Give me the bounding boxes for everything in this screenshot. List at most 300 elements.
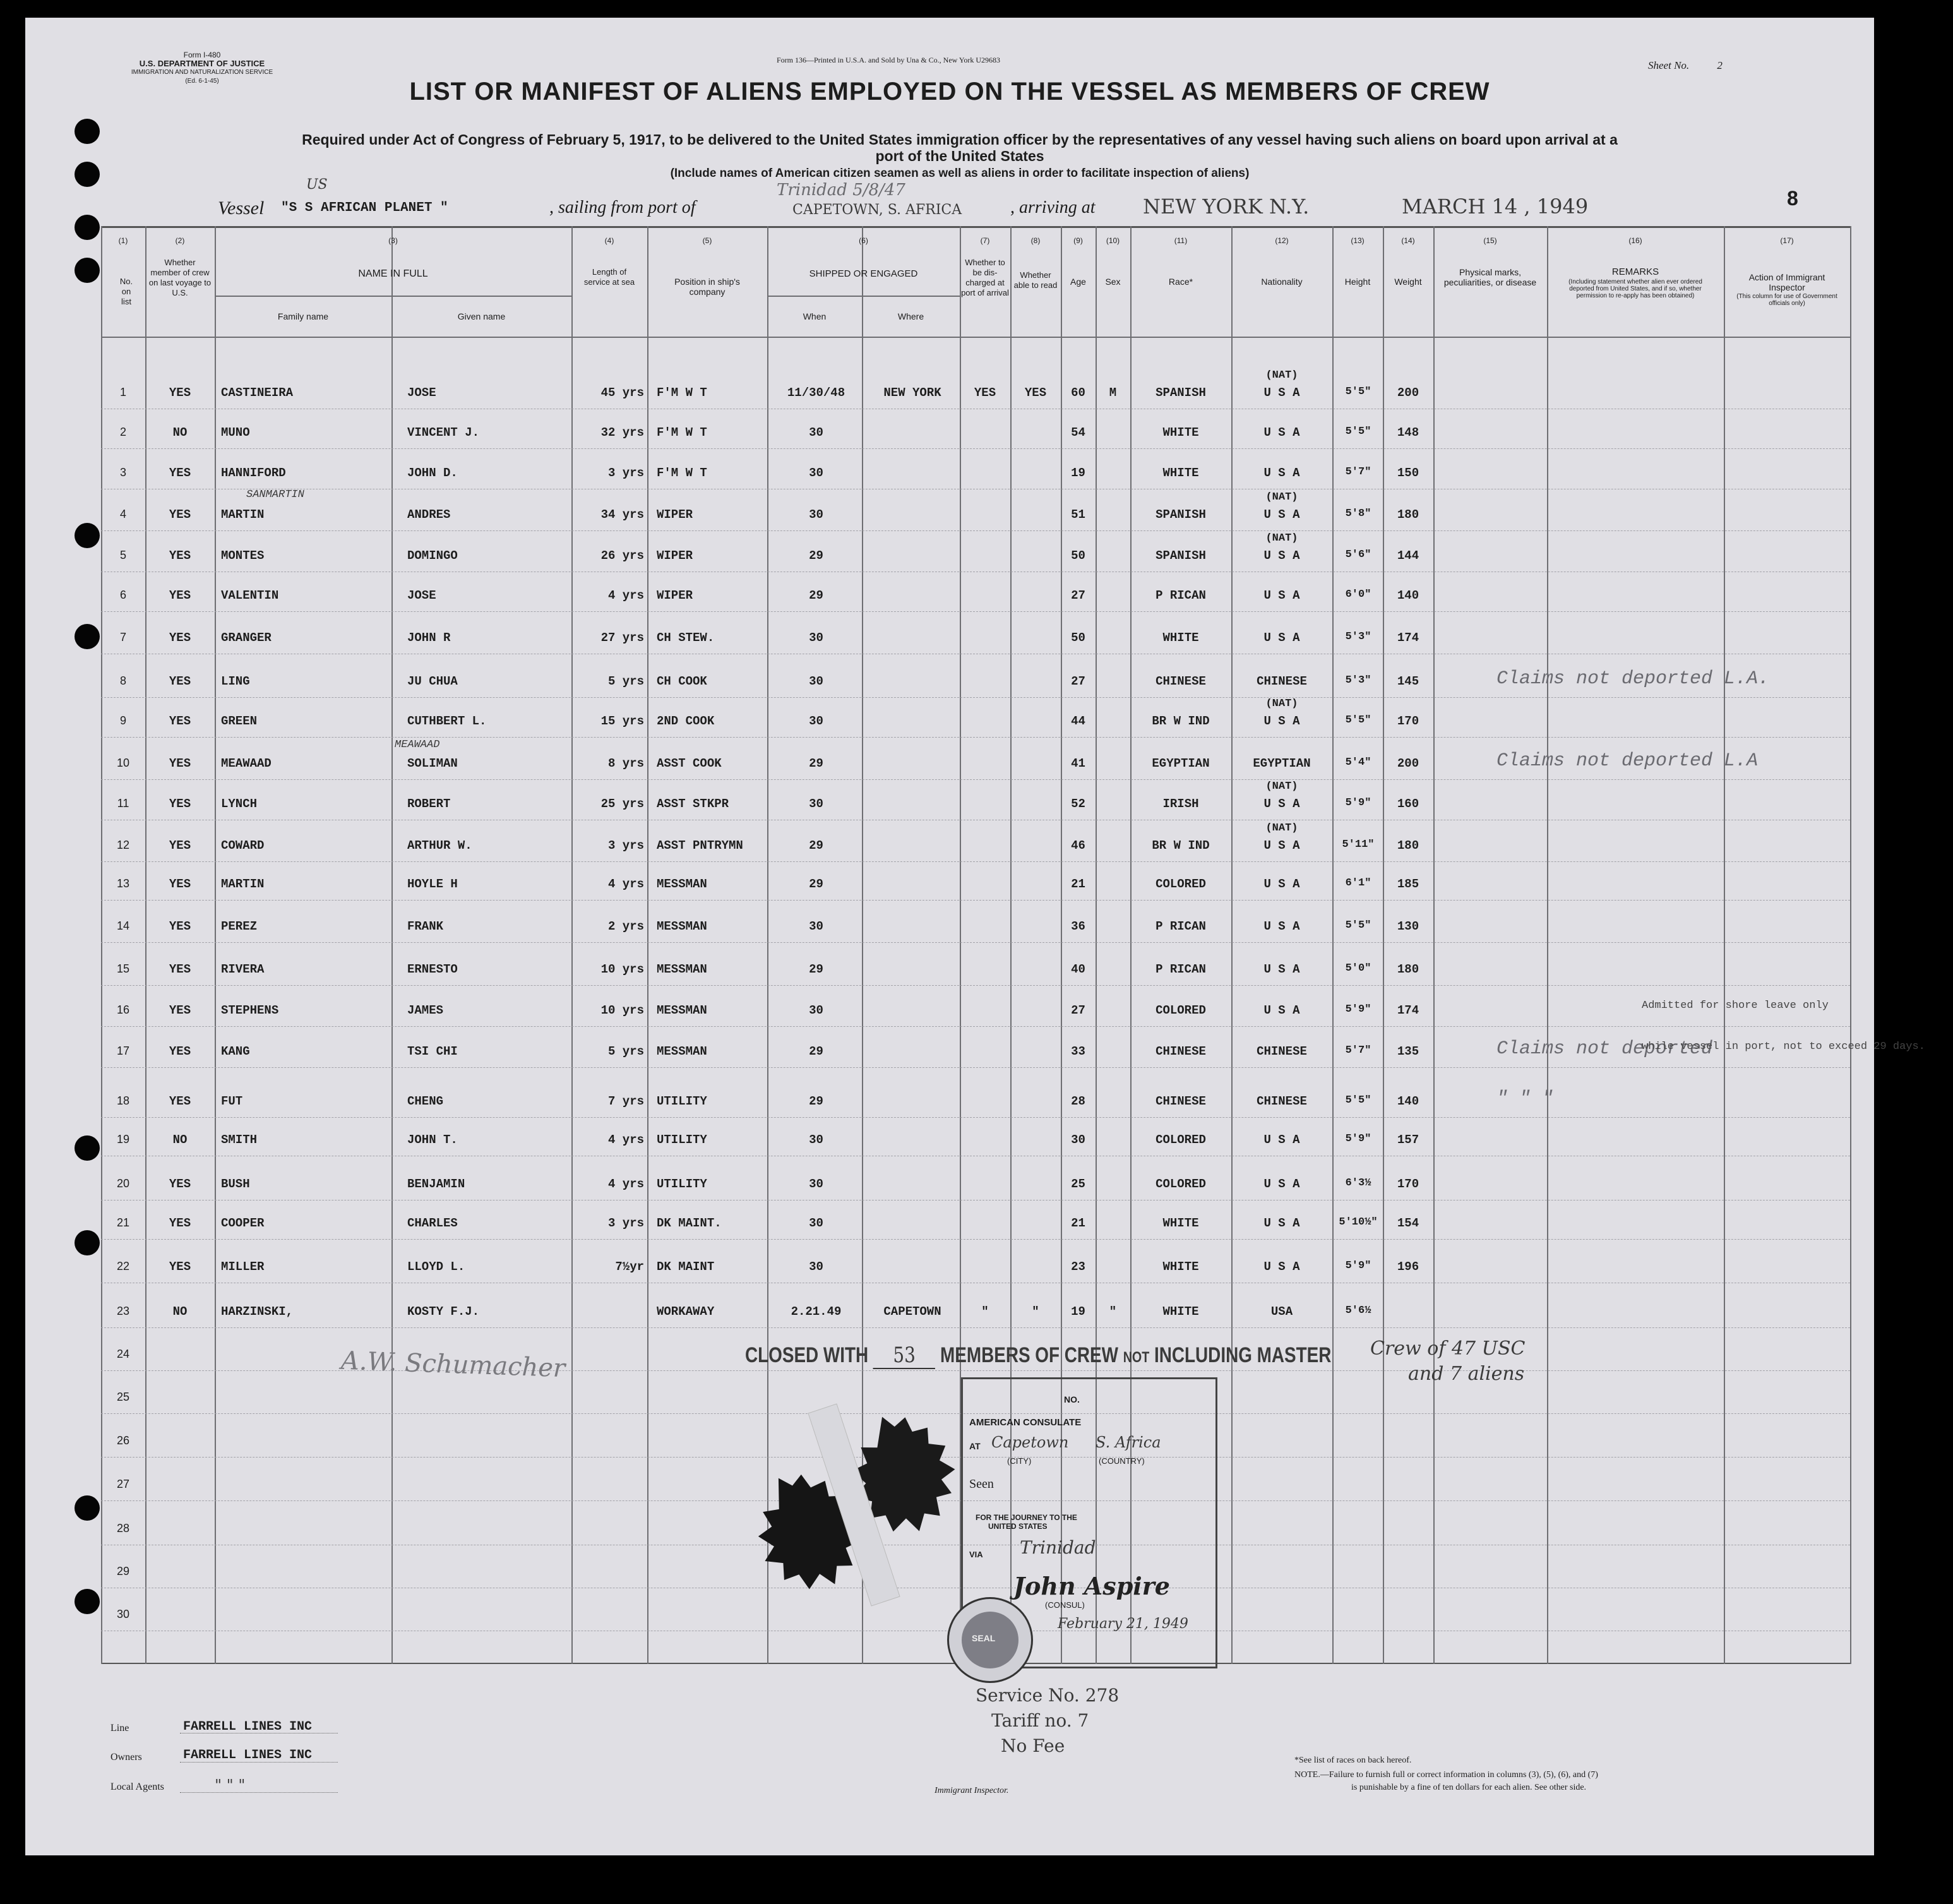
length-of-service: 45 yrs: [600, 386, 644, 400]
row-number: 4: [119, 508, 126, 520]
sex: ": [1109, 1305, 1117, 1319]
position: ASST PNTRYMN: [657, 839, 743, 853]
header-position: Position in ship's company: [674, 277, 740, 297]
race: CHINESE: [1156, 1045, 1206, 1058]
given-name: JOHN R: [407, 631, 451, 645]
length-of-service: 5 yrs: [607, 1045, 644, 1058]
remark: " " ": [1496, 1088, 1554, 1110]
shipped-when: 30: [809, 1003, 823, 1017]
age: 27: [1071, 674, 1085, 688]
family-name: LING: [221, 674, 250, 688]
length-of-service: 5 yrs: [607, 674, 644, 688]
header-discharged: Whether to be dis-charged at port of arrival: [961, 258, 1009, 297]
height: 5'5": [1345, 1094, 1371, 1106]
weight: 180: [1397, 508, 1419, 522]
header-remarks-note: (Including statement whether alien ever ordered deported from United States, and if so, whether permission to re-apply has been obtained): [1568, 278, 1702, 299]
row-number: 23: [116, 1305, 130, 1317]
row-divider: [101, 1327, 1850, 1328]
nationality: U S A: [1263, 1216, 1300, 1230]
race: EGYPTIAN: [1152, 757, 1210, 770]
service-no: Service No. 278: [976, 1685, 1120, 1706]
age: 51: [1071, 508, 1085, 522]
weight: 185: [1397, 877, 1419, 891]
length-of-service: 7½yr: [615, 1260, 644, 1274]
position: F'M W T: [657, 426, 707, 440]
stamp-city: Capetown: [991, 1434, 1069, 1451]
prev-voyage: YES: [169, 714, 191, 728]
row-divider: [101, 448, 1850, 449]
weight: 180: [1397, 962, 1419, 976]
family-name: MILLER: [221, 1260, 265, 1274]
family-name: LYNCH: [221, 797, 258, 811]
able-to-read: ": [1032, 1305, 1039, 1319]
footer-line-label: Line: [110, 1723, 129, 1733]
position: F'M W T: [657, 386, 707, 400]
given-name: CHARLES: [407, 1216, 458, 1230]
length-of-service: 10 yrs: [600, 962, 644, 976]
prev-voyage: YES: [169, 757, 191, 770]
row-number: 9: [119, 714, 126, 727]
row-number: 19: [116, 1133, 130, 1146]
header-where: Where: [897, 311, 924, 321]
family-name: PEREZ: [221, 919, 258, 933]
col-num: (9): [1073, 236, 1083, 245]
nationality: USA: [1270, 1305, 1293, 1319]
height: 5'5": [1345, 426, 1371, 438]
header-name-in-full: NAME IN FULL: [358, 268, 428, 279]
shipped-when: 29: [809, 962, 823, 976]
family-name: MEAWAAD: [221, 757, 272, 770]
sailing-port: CAPETOWN, S. AFRICA: [792, 202, 962, 218]
nationality: CHINESE: [1257, 1094, 1307, 1108]
height: 6'3½: [1345, 1177, 1371, 1189]
weight: 170: [1397, 714, 1419, 728]
prev-voyage: YES: [169, 589, 191, 602]
race: BR W IND: [1152, 839, 1210, 853]
stamp-via-label: VIA: [969, 1550, 983, 1559]
age: 44: [1071, 714, 1085, 728]
family-name: MARTIN: [221, 508, 265, 522]
family-name: HARZINSKI,: [221, 1305, 294, 1319]
prev-voyage: YES: [169, 1216, 191, 1230]
shipped-when: 30: [809, 674, 823, 688]
length-of-service: 15 yrs: [600, 714, 644, 728]
race: WHITE: [1162, 426, 1199, 440]
row-divider: [101, 985, 1850, 986]
row-number: 18: [116, 1094, 130, 1107]
discharged: ": [981, 1305, 989, 1319]
height: 5'5": [1345, 386, 1371, 398]
length-of-service: 4 yrs: [607, 877, 644, 891]
shipped-when: 11/30/48: [787, 386, 845, 400]
shipped-when: 29: [809, 757, 823, 770]
family-name: BUSH: [221, 1177, 250, 1191]
nationality: CHINESE: [1257, 674, 1307, 688]
row-number: 8: [119, 674, 126, 687]
row-number: 21: [116, 1216, 130, 1229]
stamp-consul-caption: (CONSUL): [1045, 1600, 1085, 1610]
punch-hole: [75, 1230, 100, 1255]
nationality-note: (NAT): [1265, 698, 1298, 710]
col-num: (15): [1483, 236, 1497, 245]
footer-agents-label: Local Agents: [110, 1781, 164, 1792]
punch-hole: [75, 119, 100, 144]
given-name: ROBERT: [407, 797, 451, 811]
length-of-service: 4 yrs: [607, 1133, 644, 1147]
length-of-service: 3 yrs: [607, 1216, 644, 1230]
col-num: (7): [980, 236, 990, 245]
shipped-when: 29: [809, 1045, 823, 1058]
position: MESSMAN: [657, 1045, 707, 1058]
header-remarks: REMARKS: [1611, 266, 1659, 277]
shipped-when: 29: [809, 1094, 823, 1108]
row-divider: [101, 530, 1850, 531]
vessel-name: "S S AFRICAN PLANET ": [281, 201, 448, 215]
shipped-when: 30: [809, 1216, 823, 1230]
header-race: Race*: [1168, 277, 1193, 287]
punch-hole: [75, 1135, 100, 1161]
given-name: JOHN D.: [407, 466, 458, 480]
discharged: YES: [974, 386, 996, 400]
given-name: CUTHBERT L.: [407, 714, 487, 728]
family-name: RIVERA: [221, 962, 265, 976]
shipped-when: 29: [809, 839, 823, 853]
shipped-where: CAPETOWN: [883, 1305, 941, 1319]
remark-stamp: while vessel in port, not to exceed 29 days.: [1642, 1041, 1925, 1053]
length-of-service: 8 yrs: [607, 757, 644, 770]
footer-note-3: is punishable by a fine of ten dollars for each alien. See other side.: [1351, 1783, 1587, 1792]
col-num: (16): [1628, 236, 1642, 245]
footer-line-value: FARRELL LINES INC: [183, 1720, 313, 1734]
punch-hole: [75, 523, 100, 548]
given-name: DOMINGO: [407, 549, 458, 563]
race: SPANISH: [1156, 549, 1206, 563]
footer-agents-value: " " ": [215, 1776, 246, 1794]
height: 6'0": [1345, 589, 1371, 601]
prev-voyage: YES: [169, 877, 191, 891]
age: 33: [1071, 1045, 1085, 1058]
length-of-service: 2 yrs: [607, 919, 644, 933]
weight: 180: [1397, 839, 1419, 853]
age: 40: [1071, 962, 1085, 976]
header-weight: Weight: [1394, 277, 1422, 287]
port-note: Trinidad 5/8/47: [777, 181, 905, 200]
given-name: ARTHUR W.: [407, 839, 472, 853]
stamp-via: Trinidad: [1020, 1537, 1096, 1558]
row-number: 28: [116, 1522, 130, 1535]
header-height: Height: [1344, 277, 1371, 287]
prev-voyage: YES: [169, 1003, 191, 1017]
shipped-when: 30: [809, 426, 823, 440]
weight: 135: [1397, 1045, 1419, 1058]
row-number: 7: [119, 631, 126, 644]
crew-note-1: Crew of 47 USC: [1370, 1338, 1526, 1360]
weight: 130: [1397, 919, 1419, 933]
header-no-on-list: No. on list: [119, 277, 133, 306]
length-of-service: 7 yrs: [607, 1094, 644, 1108]
age: 60: [1071, 386, 1085, 400]
prev-voyage: YES: [169, 508, 191, 522]
nationality: U S A: [1263, 508, 1300, 522]
stamp-country-caption: (COUNTRY): [1099, 1456, 1145, 1466]
nationality-note: (NAT): [1265, 369, 1298, 381]
race: WHITE: [1162, 1216, 1199, 1230]
age: 28: [1071, 1094, 1085, 1108]
nationality: U S A: [1263, 589, 1300, 602]
row-divider: [101, 1117, 1850, 1118]
race: IRISH: [1162, 797, 1199, 811]
position: DK MAINT: [657, 1260, 715, 1274]
footer-inspector: Immigrant Inspector.: [935, 1786, 1009, 1795]
age: 54: [1071, 426, 1085, 440]
position: MESSMAN: [657, 962, 707, 976]
family-name-note: SANMARTIN: [246, 489, 304, 501]
age: 41: [1071, 757, 1085, 770]
col-num: (2): [175, 236, 185, 245]
race: COLORED: [1156, 1177, 1206, 1191]
given-name: HOYLE H: [407, 877, 458, 891]
row-number: 12: [116, 839, 130, 851]
stamp-no-label: NO.: [1064, 1394, 1080, 1404]
given-name: JAMES: [407, 1003, 444, 1017]
row-number: 13: [116, 877, 130, 890]
row-number: 29: [116, 1565, 130, 1578]
length-of-service: 32 yrs: [600, 426, 644, 440]
punch-hole: [75, 1495, 100, 1521]
family-name: STEPHENS: [221, 1003, 279, 1017]
race: P RICAN: [1156, 919, 1206, 933]
weight: 170: [1397, 1177, 1419, 1191]
col-num: (17): [1780, 236, 1794, 245]
position: UTILITY: [657, 1133, 707, 1147]
row-number: 5: [119, 549, 126, 561]
row-number: 26: [116, 1434, 130, 1447]
position: UTILITY: [657, 1177, 707, 1191]
shipped-when: 30: [809, 466, 823, 480]
header-physical-marks: Physical marks, peculiarities, or disease: [1443, 267, 1537, 287]
weight: 174: [1397, 631, 1419, 645]
height: 5'9": [1345, 1133, 1371, 1145]
length-of-service: 4 yrs: [607, 589, 644, 602]
age: 25: [1071, 1177, 1085, 1191]
punch-hole: [75, 162, 100, 187]
family-name: GREEN: [221, 714, 258, 728]
prev-voyage: NO: [172, 1305, 188, 1319]
row-divider: [101, 737, 1850, 738]
shipped-when: 30: [809, 508, 823, 522]
col-num: (13): [1351, 236, 1365, 245]
row-number: 16: [116, 1003, 130, 1016]
nationality: U S A: [1263, 631, 1300, 645]
weight: 160: [1397, 797, 1419, 811]
position: WIPER: [657, 589, 693, 602]
shipped-when: 30: [809, 631, 823, 645]
height: 5'9": [1345, 1003, 1371, 1015]
header-age: Age: [1070, 277, 1086, 287]
age: 19: [1071, 1305, 1085, 1319]
row-number: 27: [116, 1478, 130, 1490]
prev-voyage: YES: [169, 962, 191, 976]
position: MESSMAN: [657, 1003, 707, 1017]
footer-owners-label: Owners: [110, 1752, 142, 1763]
shipped-when: 30: [809, 1177, 823, 1191]
height: 5'8": [1345, 508, 1371, 520]
position: ASST STKPR: [657, 797, 729, 811]
col-num: (3): [388, 236, 398, 245]
sailing-label: , sailing from port of: [549, 198, 696, 217]
row-number: 20: [116, 1177, 130, 1190]
required-line-2: port of the United States: [875, 148, 1044, 164]
header-family-name: Family name: [277, 311, 329, 321]
row-divider: [101, 697, 1850, 698]
height: 5'7": [1345, 466, 1371, 478]
remark: Claims not deported L.A.: [1496, 668, 1770, 690]
height: 5'9": [1345, 797, 1371, 809]
row-number: 6: [119, 589, 126, 601]
nationality-note: (NAT): [1265, 491, 1298, 503]
family-name: MONTES: [221, 549, 265, 563]
nationality: U S A: [1263, 919, 1300, 933]
wax-seal: [732, 1394, 972, 1622]
punch-hole: [75, 258, 100, 283]
shipped-when: 30: [809, 919, 823, 933]
stamp-date: February 21, 1949: [1058, 1616, 1188, 1632]
age: 36: [1071, 919, 1085, 933]
form-info: Form I-480 U.S. DEPARTMENT OF JUSTICE IMMIGRATION AND NATURALIZATION SERVICE (Ed. 6-1-45): [131, 51, 273, 85]
nationality: U S A: [1263, 797, 1300, 811]
race: SPANISH: [1156, 508, 1206, 522]
age: 21: [1071, 877, 1085, 891]
given-name: FRANK: [407, 919, 444, 933]
weight: 174: [1397, 1003, 1419, 1017]
height: 5'9": [1345, 1260, 1371, 1272]
col-num: (12): [1275, 236, 1289, 245]
race: BR W IND: [1152, 714, 1210, 728]
weight: 200: [1397, 386, 1419, 400]
vessel-prefix: US: [306, 177, 328, 193]
height: 5'4": [1345, 757, 1371, 769]
weight: 144: [1397, 549, 1419, 563]
age: 46: [1071, 839, 1085, 853]
col-num: (14): [1401, 236, 1415, 245]
punch-hole: [75, 1589, 100, 1614]
height: 5'5": [1345, 919, 1371, 931]
row-number: 10: [116, 757, 130, 769]
family-name: MUNO: [221, 426, 250, 440]
height: 5'3": [1345, 674, 1371, 686]
row-number: 3: [119, 466, 126, 479]
row-number: 25: [116, 1391, 130, 1403]
prev-voyage: YES: [169, 1094, 191, 1108]
position: WIPER: [657, 549, 693, 563]
col-num: (1): [118, 236, 128, 245]
race: P RICAN: [1156, 962, 1206, 976]
nationality: U S A: [1263, 1003, 1300, 1017]
stamp-seen: Seen: [969, 1477, 994, 1491]
nationality: U S A: [1263, 1260, 1300, 1274]
shipped-when: 29: [809, 589, 823, 602]
shipped-where: NEW YORK: [883, 386, 941, 400]
age: 27: [1071, 1003, 1085, 1017]
length-of-service: 4 yrs: [607, 1177, 644, 1191]
height: 5'0": [1345, 962, 1371, 974]
given-name: JOSE: [407, 589, 436, 602]
prev-voyage: YES: [169, 839, 191, 853]
given-name: JOSE: [407, 386, 436, 400]
col-num: (5): [702, 236, 712, 245]
position: UTILITY: [657, 1094, 707, 1108]
prev-voyage: YES: [169, 674, 191, 688]
family-name: FUT: [221, 1094, 243, 1108]
row-number: 30: [116, 1608, 130, 1620]
given-name: KOSTY F.J.: [407, 1305, 480, 1319]
seal-text: SEAL: [972, 1633, 996, 1643]
race: COLORED: [1156, 877, 1206, 891]
height: 5'3": [1345, 631, 1371, 643]
family-name: VALENTIN: [221, 589, 279, 602]
height: 5'5": [1345, 714, 1371, 726]
shipped-when: 30: [809, 1133, 823, 1147]
header-nationality: Nationality: [1261, 277, 1303, 287]
shipped-when: 30: [809, 714, 823, 728]
remark: Claims not deported: [1496, 1038, 1713, 1060]
arriving-port: NEW YORK N.Y.: [1143, 195, 1310, 219]
family-name: KANG: [221, 1045, 250, 1058]
row-number: 15: [116, 962, 130, 975]
fee: No Fee: [1001, 1735, 1065, 1756]
header-given-name: Given name: [457, 311, 506, 321]
header-whether-member: Whether member of crew on last voyage to U.S.: [148, 258, 212, 297]
given-name-note: MEAWAAD: [395, 739, 440, 751]
weight: 200: [1397, 757, 1419, 770]
remark-stamp: Admitted for shore leave only: [1642, 1000, 1829, 1012]
family-name: GRANGER: [221, 631, 272, 645]
age: 50: [1071, 549, 1085, 563]
row-number: 2: [119, 426, 126, 438]
age: 19: [1071, 466, 1085, 480]
signature: A.W. Schumacher: [340, 1346, 566, 1384]
vessel-label: Vessel: [218, 198, 265, 219]
race: CHINESE: [1156, 674, 1206, 688]
footer-owners-value: FARRELL LINES INC: [183, 1748, 313, 1763]
age: 21: [1071, 1216, 1085, 1230]
prev-voyage: NO: [172, 1133, 188, 1147]
length-of-service: 34 yrs: [600, 508, 644, 522]
length-of-service: 25 yrs: [600, 797, 644, 811]
nationality: U S A: [1263, 549, 1300, 563]
given-name: VINCENT J.: [407, 426, 480, 440]
arriving-label: , arriving at: [1010, 198, 1096, 217]
header-shipped-engaged: SHIPPED OR ENGAGED: [809, 268, 918, 279]
row-number: 1: [119, 386, 126, 398]
nationality: U S A: [1263, 839, 1300, 853]
weight: 150: [1397, 466, 1419, 480]
position: MESSMAN: [657, 919, 707, 933]
nationality: U S A: [1263, 386, 1300, 400]
header-when: When: [803, 311, 827, 321]
prev-voyage: YES: [169, 386, 191, 400]
prev-voyage: YES: [169, 631, 191, 645]
shipped-when: 29: [809, 877, 823, 891]
nationality: U S A: [1263, 714, 1300, 728]
height: 6'1": [1345, 877, 1371, 889]
weight: 157: [1397, 1133, 1419, 1147]
footer-note-1: *See list of races on back hereof.: [1294, 1756, 1412, 1765]
position: DK MAINT.: [657, 1216, 722, 1230]
position: MESSMAN: [657, 877, 707, 891]
given-name: ERNESTO: [407, 962, 458, 976]
shipped-when: 30: [809, 797, 823, 811]
